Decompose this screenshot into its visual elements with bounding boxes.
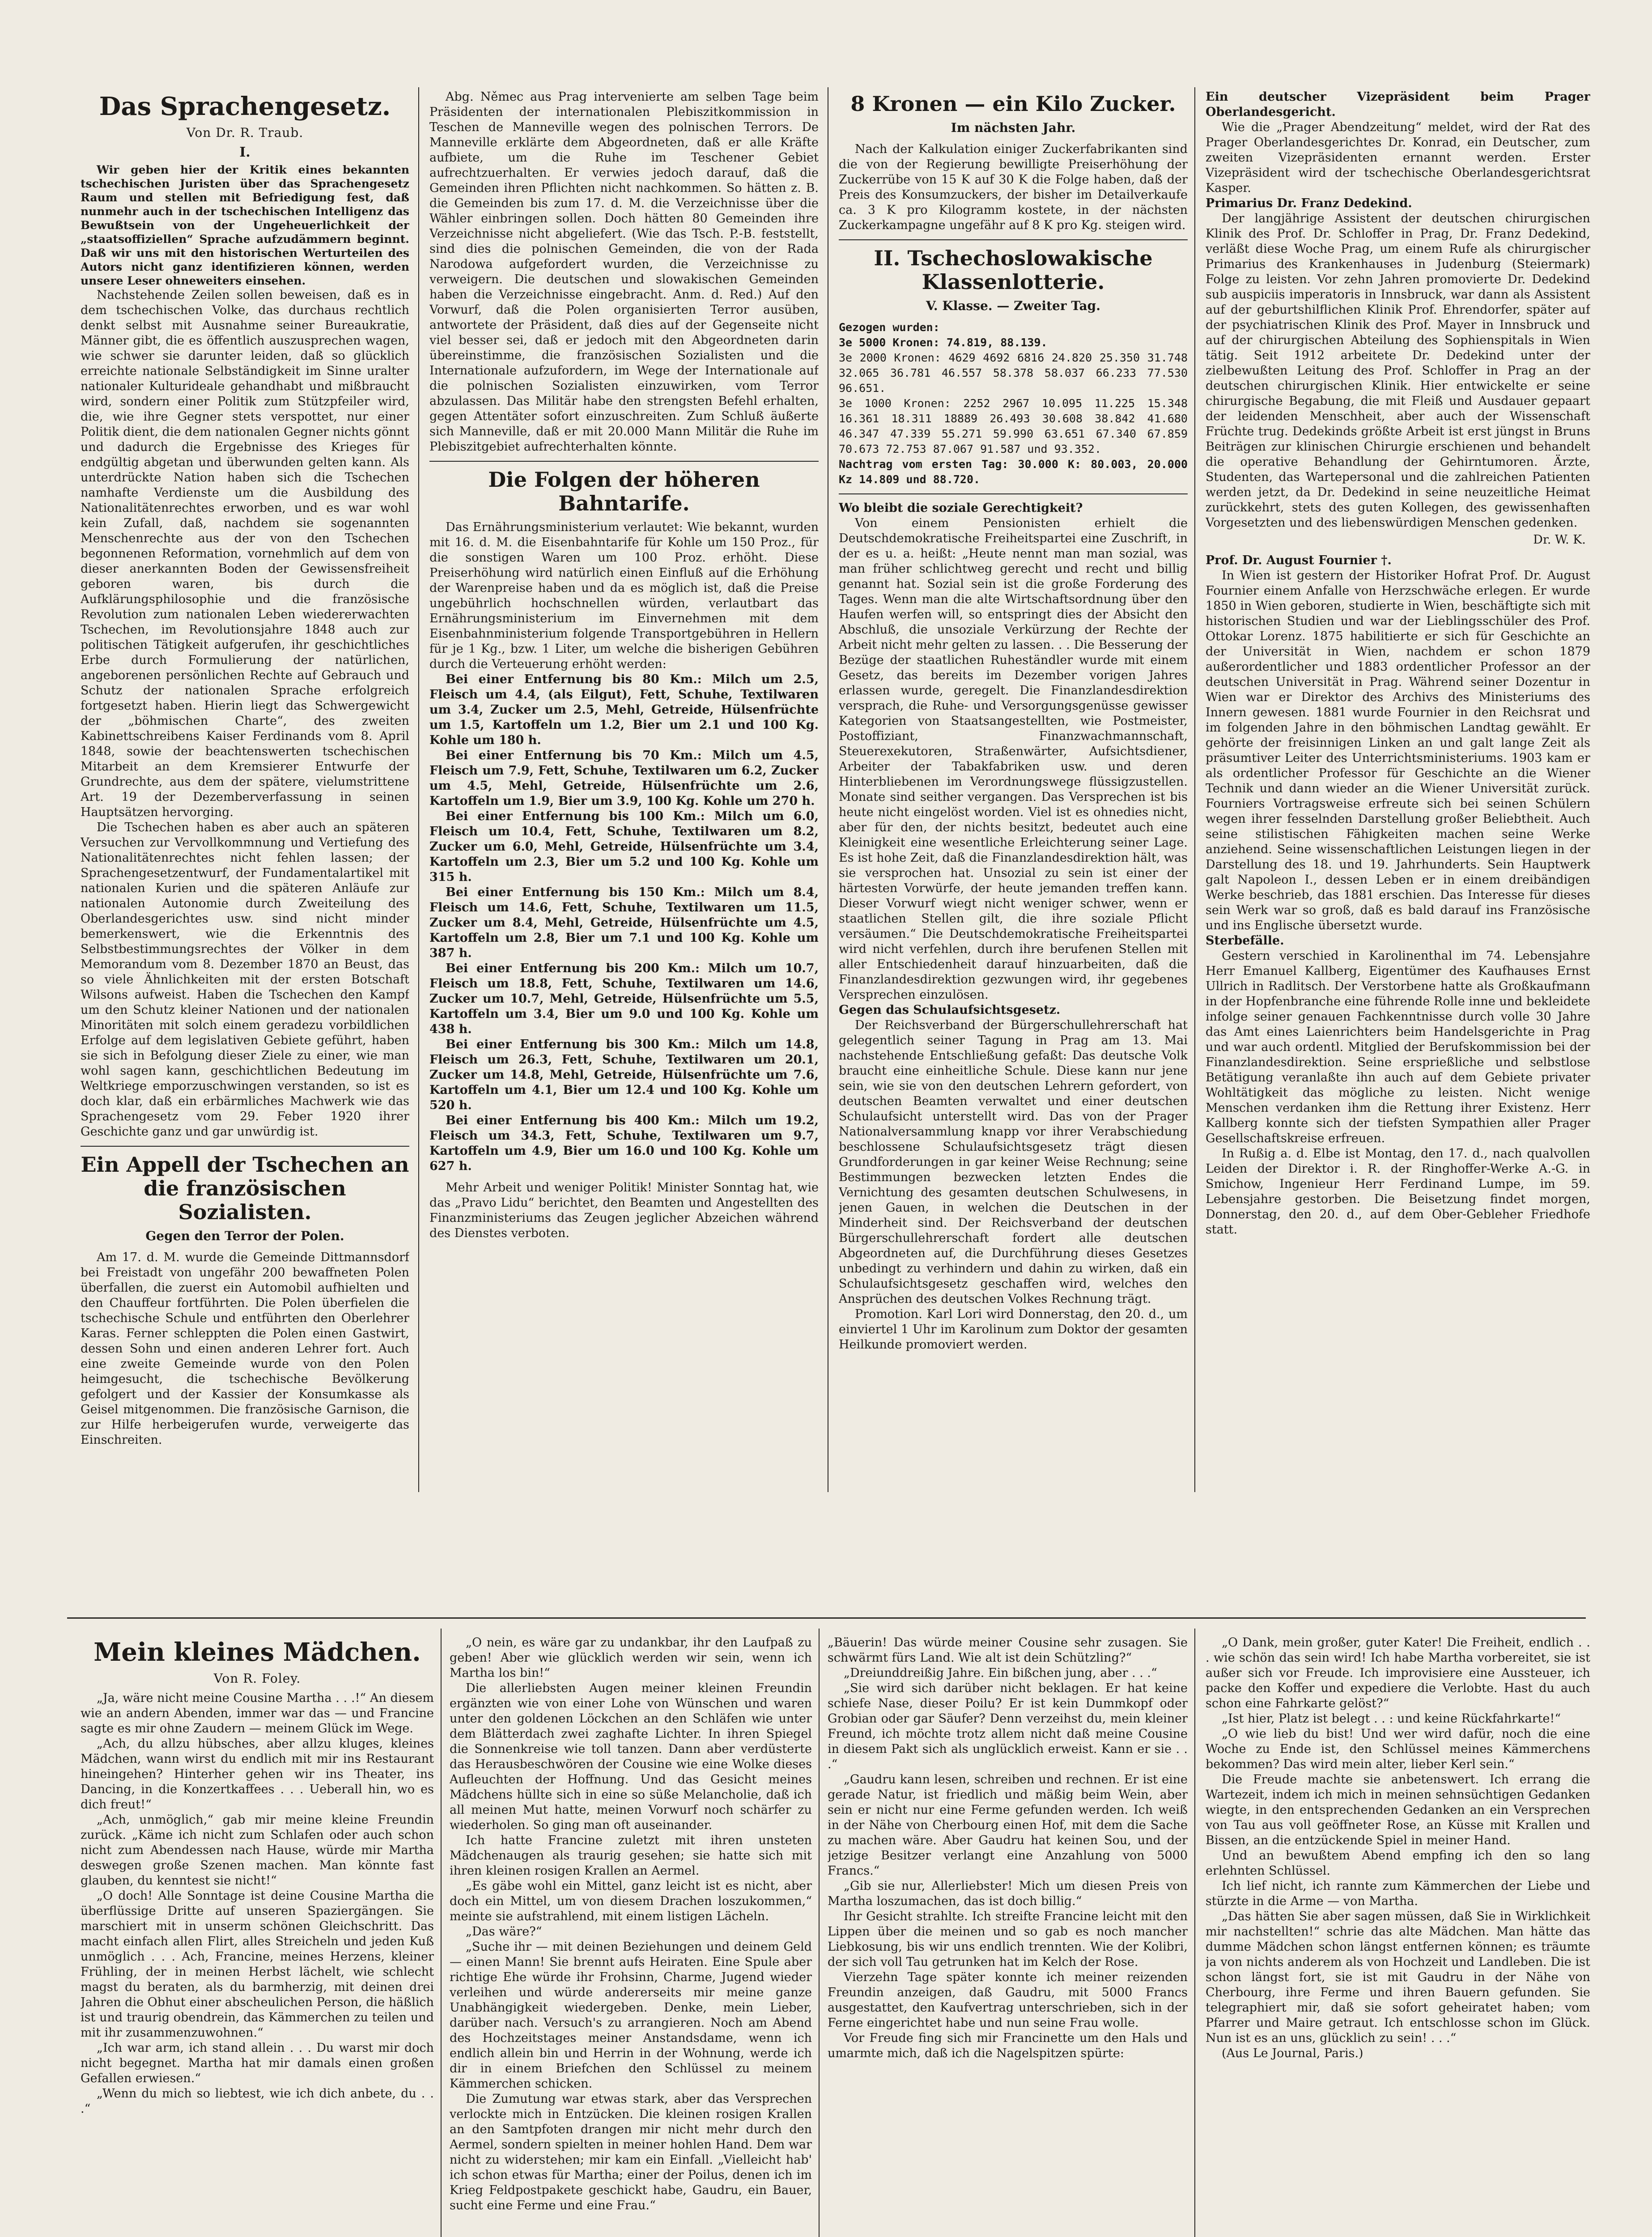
part-number: I. [239, 145, 251, 161]
feuilleton-column-2 [450, 1635, 812, 2237]
paragraph: „O Dank, mein großer, guter Kater! Die Freiheit, endlich . . . wie schön das sein wird! Ich habe Martha vorbereitet, sie ist außer sich vor Freude. Ich improvisiere eine Aussteuer, ich packe den Koffer und expediere die Verlobte. Hast du auch schon eine Fahrkarte gelöst?“ [1206, 1636, 1590, 1710]
paragraph: „O nein, es wäre gar zu undankbar, ihr den Laufpaß zu geben! Aber wie glücklich werden wir sein, wenn ich Martha los bin!“ [450, 1636, 812, 1680]
news-item: Mehr Arbeit und weniger Politik! Minister Sonntag hat, wie das „Pravo Lidu“ berichtet, den Beamten und Angestellten des Finanzministeriums das Zeugen jeglicher Abzeichen während des Dienstes verboten. [429, 1180, 819, 1240]
paragraph: „Es gäbe wohl ein Mittel, ganz leicht ist es nicht, aber doch ein Mittel, um von diesem Drachen loszukommen,“ meinte sie aufstrahlend, mit einem listigen Lächeln. [450, 1879, 812, 1923]
lottery-row: 3e 5000 Kronen: 74.819, 88.139. [839, 336, 1048, 349]
paragraph: „Gib sie nur, Allerliebster! Mich um diesen Preis von Martha loszumachen, das ist doch billig.“ [828, 1879, 1188, 1908]
paragraph: „Sie wird sich darüber nicht beklagen. Er hat keine schiefe Nase, dieser Poilu? Er ist kein Dummkopf oder Grobian oder gar Säufer? Denn verzeihst du, mein kleiner Freund, ich möchte trotz allem nicht daß meine Cousine in diesem Pakt sich als unglücklich erweist. Kann er sie . . .“ [828, 1681, 1188, 1771]
headline-sprachengesetz: Das Sprachengesetz. [99, 92, 391, 121]
paragraph: Nachstehende Zeilen sollen beweisen, daß es in dem tschechischen Volke, das durchaus rechtlich denkt selbst mit Ausnahme seiner Bureaukratie, Männer gibt, die es öffentlich auszusprechen wagen, wie schwer sie darunter leiden, daß so glücklich erreichte nationale Selbständigkeit im Sinne uralter nationaler Kulturideale gehandhabt und mißbraucht wird, sondern einer Politik zum Stützpfeiler wird, die, wie ihre Gegner stets verspottet, nur einer Politik dient, die dem nationalen Gegner nichts gönnt und dadurch die Ergebnisse des Krieges für endgültig abgetan und überwunden gelten kann. Als unterdrückte Nation haben sich die Tschechen namhafte Verdienste um die Ausbildung des Nationalitätenrechtes erworben, und es war wohl kein Zufall, daß, nachdem sie sogenannten Menschenrechte aus der von den Tschechen begonnenen Reformation, vornehmlich auf dem von dieser anerkannten Boden der Gewissensfreiheit geboren waren, bis durch die Aufklärungsphilosophie und die französische Revolution zum nationalen Leben wiedererwachten Tschechen, im Revolutionsjahre 1848 auch zur politischen Tätigkeit aufgerufen, ihr geschichtliches Erbe durch Formulierung der natürlichen, angeborenen persönlichen Rechte auf Gebrauch und Schutz der nationalen Sprache erfolgreich fortgesetzt haben. Hierin liegt das Schwergewicht der „böhmischen Charte“, des zweiten Kabinettschreibens Kaiser Ferdinands vom 8. April 1848, sowie der beachtenswerten tschechischen Mitarbeit an dem Kremsierer Entwurfe der Grundrechte, aus dem der spätere, vielumstrittene Art. 19 der Dezemberverfassung in seinen Hauptsätzen hervorging. [81, 288, 409, 820]
paragraph: „Gaudru kann lesen, schreiben und rechnen. Er ist eine gerade Natur, ist friedlich und mäßig beim Wein, aber sein er nicht nur eine Ferme gefunden werden. Ich weiß in der Nähe von Cherbourg einen Hof, mit dem die Sache zu machen wäre. Aber Gaudru hat keinen Sou, und der jetzige Besitzer verlangt eine Anzahlung von 5000 Francs.“ [828, 1773, 1188, 1878]
paragraph: Die Tschechen haben es aber auch an späteren Versuchen zur Vervollkommnung und Vertiefung des Nationalitätenrechtes nicht fehlen lassen; der Sprachengesetzentwurf, der Fundamentalartikel mit nationalen Kurien und die späteren Anläufe zur nationalen Autonomie durch Zweiteilung des Oberlandesgerichtes usw. sind nicht minder bemerkenswert, wie die Erkenntnis des Selbstbestimmungsrechtes der Völker in dem Memorandum vom 8. Dezember 1870 an Beust, das so viele Ähnlichkeiten mit der ersten Botschaft Wilsons aufweist. Haben die Tschechen den Kampf um den Schutz kleiner Nationen und der nationalen Minoritäten mit solch einem geradezu vorbildlichen Erfolge auf dem legislativen Gebiete geführt, haben sie sich in Befolgung dieser Ziele zu einer, wie man wohl sagen kann, geschichtlichen Bedeutung im Weltkriege emporzuschwingen verstanden, so ist es doch klar, daß ein erbärmliches Machwerk wie das Sprachengesetz vom 29. Feber 1920 ihrer Geschichte ganz und gar unwürdig ist. [81, 821, 409, 1139]
column-rule [1194, 1629, 1195, 2237]
headline-appell: Ein Appell der Tschechen an die französischen Sozialisten. [81, 1153, 409, 1225]
tariff-paragraph: Bei einer Entfernung bis 100 Km.: Milch um 6.0, Fleisch um 10.4, Fett, Schuhe, Textilwaren um 8.2, Zucker um 6.0, Mehl, Getreide, Hülsenfrüchte um 3.4, Kartoffeln um 2.3, Bier um 5.2 und 100 Kg. Kohle um 315 h. [429, 809, 819, 884]
paragraph: „Dreiunddreißig Jahre. Ein bißchen jung, aber . . .“ [844, 1666, 1157, 1680]
paragraph: Das Ernährungsministerium verlautet: Wie bekannt, wurden mit 16. d. M. die Eisenbahntarife für Kohle um 150 Proz., für die sonstigen Waren um 100 Proz. erhöht. Diese Preiserhöhung wird natürlich einen Einfluß auf die Erhöhung der Warenpreise haben und da es möglich ist, daß die Preise ungebührlich hochschnellen würden, verlautbart das Ernährungsministerium im Einvernehmen mit dem Eisenbahnministerium folgende Transportgebühren in Hellern für je 1 Kg., bzw. 1 Liter, um welche die bisherigen Gebühren durch die Verteuerung erhöht werden: [429, 520, 819, 671]
item-title: Prof. Dr. August Fournier †. [1206, 553, 1392, 567]
article-lead: Wir geben hier der Kritik eines bekannten tschechischen Juristen über das Sprachengesetz Raum und stellen mit Befriedigung fest, daß nunmehr auch in der tschechischen Intelligenz das Bewußtsein von der Ungeheuerlichkeit der „staatsoffiziellen“ Sprache aufzudämmern beginnt. Daß wir uns mit den historischen Werturteilen des Autors nicht ganz identifizieren können, werden unsere Leser ohneweiters einsehen. [81, 163, 409, 288]
article-divider [839, 239, 1188, 240]
column-rule [418, 87, 419, 1492]
paragraph: „Suche ihr — mit deinen Beziehungen und deinem Geld — einen Mann! Sie brennt aufs Heiraten. Eine Spule aber richtige Ehe würde ihr Frohsinn, Charme, Jugend wieder verleihen und würde andererseits mir meine ganze Unabhängigkeit wiedergeben. Denke, mein Lieber, darüber nach. Versuch's zu arrangieren. Noch am Abend des Hochzeitstages meiner Anstandsdame, wenn ich endlich allein bin und Herrin in der Wohnung, werde ich dir in einem Briefchen den Schlüssel zu meinem Kämmerchen schicken. [450, 1940, 812, 2091]
paragraph: Der Reichsverband der Bürgerschullehrerschaft hat gelegentlich seiner Tagung in Prag am 13. Mai nachstehende Entschließung gefaßt: Das deutsche Volk braucht eine einheitliche Schule. Diese kann nur jene sein, wie sie von den deutschen Lehrern gefordert, von deutschen Beamten verwaltet und einer deutschen Schulaufsicht unterstellt wird. Das von der Prager Nationalversammlung knapp vor ihrer Verabschiedung beschlossene Schulaufsichtsgesetz trägt diesen Grundforderungen in gar keiner Weise Rechnung; seine Bestimmungen bezwecken letzten Endes die Vernichtung des gesamten deutschen Schulwesens, in jenen Gauen, in welchen die Deutschen in der Minderheit sind. Der Reichsverband der deutschen Bürgerschullehrerschaft fordert alle deutschen Abgeordneten auf, die Durchführung dieses Gesetzes unbedingt zu verhindern und dahin zu wirken, daß ein Schulaufsichtsgesetz geschaffen wird, welches den Ansprüchen des deutschen Volkes Rechnung trägt. [839, 1018, 1188, 1306]
column-4 [1206, 89, 1590, 1615]
headline-lotterie: II. Tschechoslowakische Klassenlotterie. [874, 246, 1153, 294]
paragraph: Gestern verschied in Karolinenthal im 74. Lebensjahre Herr Emanuel Kallberg, Eigentümer des Kaufhauses Ernst Ullrich in Radlitsch. Der Verstorbene hatte als Großkaufmann in der Hopfenbranche eine führende Rolle inne und bekleidete infolge seiner genauen Fachkenntnisse durch volle 30 Jahre das Amt eines Laienrichters beim Handelsgerichte in Prag und war auch ordentl. Mitglied der Berufskommission bei der Finanzlandesdirektion. Seine ersprießliche und selbstlose Betätigung veranlaßte ihn auch auf dem Gebiete privater Wohltätigkeit das mögliche zu leisten. Nicht wenige Menschen verdanken ihm die Rettung ihrer Existenz. Herr Kallberg konnte sich der tiefsten Sympathien aller Prager Gesellschaftskreise erfreuen. [1206, 949, 1590, 1145]
paragraph: Am 17. d. M. wurde die Gemeinde Dittmannsdorf bei Freistadt von ungefähr 200 bewaffneten Polen überfallen, die zuerst ein Automobil aufhielten und den Chauffeur fortführten. Die Polen überfielen die tschechische Schule und entführten den Oberlehrer Karas. Ferner schleppten die Polen einen Gastwirt, dessen Sohn und einen anderen Lehrer fort. Auch eine zweite Gemeinde wurde von den Polen heimgesucht, die tschechische Bevölkerung gefolgert und der Kassier der Konsumkasse als Geisel mitgenommen. Die französische Garnison, die zur Hilfe herbeigerufen wurde, verweigerte das Einschreiten. [81, 1250, 409, 1447]
headline-feuilleton: Mein kleines Mädchen. [93, 1637, 421, 1667]
article-divider [81, 1146, 409, 1147]
item-title: Ein deutscher Vizepräsident beim Prager Oberlandesgericht. [1206, 90, 1590, 119]
tariff-paragraph: Bei einer Entfernung bis 150 Km.: Milch um 8.4, Fleisch um 14.6, Fett, Schuhe, Textilwaren um 11.5, Zucker um 8.4, Mehl, Getreide, Hülsenfrüchte um 4.5, Kartoffeln um 2.8, Bier um 7.1 und 100 Kg. Kohle um 387 h. [429, 885, 819, 960]
lottery-row: 3e 2000 Kronen: 4629 4692 6816 24.820 25.350 31.748 32.065 36.781 46.557 58.378 58.037 66.233 77.530 96.651. [839, 351, 1188, 395]
paragraph: „Das hätten Sie aber sagen müssen, daß Sie in Wirklichkeit mir nachstellten!“ schrie das alte Mädchen. Man hätte das dumme Mädchen schon längst entfernen können; es träumte ja von nichts anderem als von Hochzeit und Landleben. Die ist schon längst fort, sie ist mit Gaudru in der Nähe von Cherbourg, ihre Ferme und ihren Bauern gefunden. Sie telegraphiert mir, daß sie sofort geheiratet haben; vom Pfarrer und Maire getraut. Ich entschlosse schon im Glück. Nun ist es an uns, glücklich zu sein! . . .“ [1206, 1910, 1590, 2045]
headline-zucker: 8 Kronen — ein Kilo Zucker. [850, 92, 1176, 116]
item-title: Sterbefälle. [1206, 934, 1284, 948]
feuilleton-column-1 [81, 1635, 434, 2237]
paragraph: Vierzehn Tage später konnte ich meiner reizenden Freundin anzeigen, daß Gaudru, mit 5000 Francs ausgestattet, den Kaufvertrag unterschrieben, sich in der Ferne eingerichtet habe und nun seine Frau wolle. [828, 1970, 1188, 2030]
feuilleton-column-3 [828, 1635, 1188, 2237]
column-3 [839, 89, 1188, 1615]
paragraph: Wie die „Prager Abendzeitung“ meldet, wird der Rat des Prager Oberlandesgerichtes Dr. Konrad, ein Deutscher, zum zweiten Vizepräsidenten ernannt werden. Erster Vizepräsident wird der tschechische Oberlandesgerichtsrat Kasper. [1206, 120, 1590, 195]
paragraph: „Das wäre?“ [466, 1925, 542, 1939]
paragraph: Die Freude machte sie anbetenswert. Ich errang die Wartezeit, indem ich mich in meinen sehnsüchtigen Gedanken wiegte, in den entsprechenden Gedanken an ein Versprechen von Tau aus voll geöffneter Rose, an Küsse mit Krallen und Bissen, an die entzückende Spiel in meiner Hand. [1206, 1773, 1590, 1847]
article-divider [839, 493, 1188, 494]
lottery-row: 3e 1000 Kronen: 2252 2967 10.095 11.225 15.348 16.361 18.311 18889 26.493 30.608 38.842 41.680 46.347 47.339 55.271 59.990 63.651 67.340 67.859 70.673 72.753 87.067 91.587 und 93.352. [839, 396, 1188, 455]
tariff-paragraph: Bei einer Entfernung bis 300 Km.: Milch um 14.8, Fleisch um 26.3, Fett, Schuhe, Textilwaren um 20.1, Zucker um 14.8, Mehl, Getreide, Hülsenfrüchte um 7.6, Kartoffeln um 4.1, Bier um 12.4 und 100 Kg. Kohle um 520 h. [429, 1037, 819, 1112]
paragraph: Von einem Pensionisten erhielt die Deutschdemokratische Freiheitspartei eine Zuschrift, in der es u. a. heißt: „Heute nennt man man sozial, was man früher schlichtweg gerecht und recht und billig genannt hat. Sozial sein ist die große Forderung des Tages. Wenn man die alte Wirtschaftsordnung über den Haufen werfen will, so entspringt dies der Absicht den Abschluß, die unsoziale Verkürzung der Rechte der Arbeit nicht mehr gelten zu lassen. . . Die Besserung der Bezüge der staatlichen Ruheständler wurde mit einem Gesetz, das bereits im Dezember vorigen Jahres erlassen wurde, geregelt. Die Finanzlandesdirektion versprach, die Ruhe- und Versorgungsgenüsse gewisser Kategorien von Staatsangestellten, wie Postmeister, Postoffiziant, Finanzwachmannschaft, Steuerexekutoren, Straßenwärter, Aufsichtsdiener, Arbeiter der Tabakfabriken usw. und deren Hinterbliebenen im Verordnungswege flüssigzustellen. Monate sind seither vergangen. Das Versprechen ist bis heute nicht eingelöst worden. Viel ist es ohnedies nicht, aber für den, der nichts besitzt, bedeutet auch eine Kleinigkeit eine wesentliche Erleichterung seiner Lage. Es ist hohe Zeit, daß die Finanzlandesdirektion hält, was sie versprochen hat. Unsozial zu sein ist einer der härtesten Vorwürfe, der heute jemanden treffen kann. Dieser Vorwurf wiegt nicht weniger schwer, wenn er staatlichen Stellen gilt, die ihre soziale Pflicht versäumen.“ Die Deutschdemokratische Freiheitspartei wird nicht verfehlen, durch ihre berufenen Stellen mit aller Entschiedenheit darauf hinzuarbeiten, daß die Finanzlandesdirektion gezwungen wird, ihr gegebenes Versprechen einzulösen. [839, 516, 1188, 1002]
paragraph: Ich lief nicht, ich rannte zum Kämmerchen der Liebe und stürzte in die Arme — von Martha. [1206, 1879, 1590, 1908]
paragraph: „O wie lieb du bist! Und wer wird dafür, noch die eine Woche zu Ende ist, den Schlüssel meines Kämmerchens bekommen? Das wird mein alter, lieber Kerl sein.“ [1206, 1727, 1590, 1771]
paragraph: „Ich war arm, ich stand allein . . . Du warst mir doch nicht begegnet. Martha hat mir damals einen großen Gefallen erwiesen.“ [81, 2041, 434, 2086]
paragraph: Abg. Němec aus Prag intervenierte am selben Tage beim Präsidenten der internationalen Plebiszitkommission in Teschen de Manneville wegen des polnischen Terrors. De Manneville erklärte dem Abgeordneten, daß er alle Kräfte aufbiete, um die Ruhe im Teschener Gebiet aufrechtzuerhalten. Er verwies jedoch darauf, daß die Gemeinden ihren Pflichten nicht nachkommen. So hätten z. B. die Gemeinden bis zum 17. d. M. die Verzeichnisse über die Wähler einbringen sollen. Doch hätten 80 Gemeinden ihre Verzeichnisse nicht abgeliefert. (Wie das Tsch. P.-B. feststellt, sind dies die polnischen Gemeinden, die von der Rada Narodowa aufgefordert wurden, die Verzeichnisse zu verweigern. Die deutschen und slowakischen Gemeinden haben die Verzeichnisse eingebracht. Anm. d. Red.) Auf den Vorwurf, daß die Polen organisierten Terror ausüben, antwortete der Präsident, daß dies auf der Gegenseite nicht viel besser sei, daß er jedoch mit den Abgeordneten darin übereinstimme, die französischen Sozialisten und die Internationale aufzufordern, im Wege der Internationale auf die polnischen Sozialisten einzuwirken, vom Terror abzulassen. Das Militär habe den strengsten Befehl erhalten, gegen Attentäter sofort einzuschreiten. Zum Schluß äußerte sich Manneville, daß er mit 20.000 Mann Militär die Ruhe im Plebiszitgebiet aufrechterhalten könnte. [429, 90, 819, 454]
tariff-paragraph: Bei einer Entfernung bis 80 Km.: Milch um 2.5, Fleisch um 4.4, (als Eilgut), Fett, Schuhe, Textilwaren um 3.4, Zucker um 2.5, Mehl, Getreide, Hülsenfrüchte um 1.5, Kartoffeln um 1.2, Bier um 2.1 und 100 Kg. Kohle um 180 h. [429, 672, 819, 747]
paragraph: „Ja, wäre nicht meine Cousine Martha . . .!“ An diesem wie an andern Abenden, immer war das — und Francine sagte es mir ohne Zaudern — meinem Glück im Wege. [81, 1691, 434, 1736]
paragraph: Die allerliebsten Augen meiner kleinen Freundin ergänzten wie von einer Lohe von Wünschen und waren unter den goldenen Löckchen an den Schläfen wie unter dem Blätterdach zwei zaghafte Lichter. In ihren Spiegel die Sonnenkreise wie toll tanzen. Dann aber verdüsterte das Herausbeschwören der Cousine wie eine Wolke dieses Aufleuchten der Hoffnung. Und das Gesicht meines Mädchens hüllte sich in eine so süße Melancholie, daß ich all meinen Mut hatte, meinen Vorwurf noch schärfer zu wiederholen. So ging man oft auseinander. [450, 1681, 812, 1832]
column-rule [819, 1629, 820, 2237]
column-rule [1194, 87, 1195, 1492]
paragraph: (Aus Le Journal, Paris.) [1222, 2046, 1363, 2060]
paragraph: „Ach, du allzu hübsches, aber allzu kluges, kleines Mädchen, wann wirst du endlich mit mir ins Restaurant hineingehen? Hinterher gehen wir ins Theater, ins Dancing, in die Konzertkaffees . . . Ueberall hin, wo es dich freut!“ [81, 1737, 434, 1812]
paragraph: Vor Freude fing sich mir Francinette um den Hals und umarmte mich, daß ich die Nagelspitzen spürte: [828, 2031, 1188, 2060]
subheadline: Gegen den Terror der Polen. [145, 1229, 344, 1244]
tariff-paragraph: Bei einer Entfernung bis 70 Km.: Milch um 4.5, Fleisch um 7.9, Fett, Schuhe, Textilwaren um 6.2, Zucker um 4.5, Mehl, Getreide, Hülsenfrüchte um 2.6, Kartoffeln um 1.9, Bier um 3.9, 100 Kg. Kohle um 270 h. [429, 748, 819, 808]
paragraph: Nach der Kalkulation einiger Zuckerfabrikanten sind die von der Regierung bewilligte Preiserhöhung der Zuckerrübe von 15 K auf 30 K die Folge haben, daß der Preis des Konsumzuckers, der bisher im Detailverkaufe ca. 3 K pro Kilogramm kostete, in der nächsten Zuckerkampagne ungefähr auf 8 K pro Kg. steigen wird. [839, 142, 1188, 232]
paragraph: „Ist hier, Platz ist belegt . . : und keine Rückfahrkarte!“ [1222, 1712, 1561, 1726]
paragraph: „Bäuerin! Das würde meiner Cousine sehr zusagen. Sie schwärmt fürs Land. Wie alt ist dein Schützling?“ [828, 1636, 1188, 1665]
item-title: Primarius Dr. Franz Dedekind. [1206, 196, 1412, 210]
news-item: Promotion. Karl Lori wird Donnerstag, den 20. d., um einviertel 1 Uhr im Karolinum zum Doktor der gesamten Heilkunde promoviert werden. [839, 1307, 1188, 1352]
article-divider [429, 461, 819, 462]
paragraph: „O doch! Alle Sonntage ist deine Cousine Martha die überflüssige Dritte auf unseren Spaziergängen. Sie marschiert mit in unserm schönen Gleichschritt. Das macht einfach allen Flirt, alles Streicheln und jeden Kuß unmöglich . . . Ach, Francine, meines Herzens, kleiner Frühling, der in meinen Herbst lächelt, wie schlecht magst du beraten, als du barmherzig, mit deinen drei Jahren die Obhut einer abscheulichen Person, die häßlich ist und traurig obendrein, das Kämmerchen zu teilen und mit ihr zusammenzuwohnen.“ [81, 1889, 434, 2040]
paragraph: In Wien ist gestern der Historiker Hofrat Prof. Dr. August Fournier einem Anfalle von Herzschwäche erlegen. Er wurde 1850 in Wien geboren, studierte in Wien, beschäftigte sich mit historischen Studien und war der Lieblingsschüler des Prof. Ottokar Lorenz. 1875 habilitierte er sich für Geschichte an der Universität in Wien, nachdem er schon 1879 außerordentlicher und 1883 ordentlicher Professor an der deutschen Universität in Prag. Während seiner Dozentur in Wien war er Direktor des Archivs des Ministeriums des Innern gewesen. 1881 wurde Fournier in den Reichsrat und im folgenden Jahre in den böhmischen Landtag gewählt. Er gehörte der freisinnigen Linken an und galt lange Zeit als präsumtiver Leiter des Unterrichtsministeriums. 1903 kam er als ordentlicher Professor für Geschichte an die Wiener Technik und dann wieder an die Wiener Universität zurück. Fourniers Vortragsweise erfreute sich bei seinen Schülern wegen ihrer fesselnden Darstellung großer Beliebtheit. Auch seine stilistischen Fähigkeiten machen seine Werke anziehend. Seine wissenschaftlichen Leistungen liegen in der Darstellung des 18. und 19. Jahrhunderts. Sein Hauptwerk galt Napoleon I., dessen Leben er in einem dreibändigen Werke beschrieb, das 1881 erschien. Das Interesse für dieses sein Werk war so groß, daß es bald darauf ins Französische und ins Englische übersetzt wurde. [1206, 569, 1590, 932]
feuilleton-column-4 [1206, 1635, 1590, 2237]
paragraph: Der langjährige Assistent der deutschen chirurgischen Klinik des Prof. Dr. Schloffer in Prag, Dr. Franz Dedekind, verläßt diese Woche Prag, um einem Rufe als chirurgischer Primarius des Krankenhauses in Judenburg (Steiermark) Folge zu leisten. Vor zehn Jahren promovierte Dr. Dedekind sub auspiciis imperatoris in Innsbruck, war dann als Assistent auf der geburtshilflichen Klinik Prof. Ehrendorfer, später auf der psychiatrischen Klinik des Prof. Mayer in Innsbruck und auf der chirurgischen Abteilung des Sophienspitals in Wien tätig. Seit 1912 arbeitete Dr. Dedekind unter der zielbewußten Leitung des Prof. Schloffer in Prag an der deutschen chirurgischen Klinik. Hier entwickelte er seine chirurgische Begabung, die mit Fleiß und Ausdauer gepaart der leidenden Menschheit, aber auch der Wissenschaft Früchte trug. Dedekinds größte Arbeit ist erst jüngst in Bruns Beiträgen zur klinischen Chirurgie erschienen und behandelt die operative Behandlung der Gehirntumoren. Ärzte, Studenten, das Wartepersonal und die zahlreichen Patienten werden jetzt, da Dr. Dedekind in seine neuzeitliche Heimat zurückkehrt, stets des guten Kollegen, des gewissenhaften Vorgesetzten und des liebenswürdigen Menschen gedenken. [1206, 212, 1590, 530]
paragraph: Ihr Gesicht strahlte. Ich streifte Francine leicht mit den Lippen über die meinen und so gab es noch mancher Liebkosung, bis wir uns endlich trennten. Wie der Kolibri, der sich voll Tau getrunken hat im Kelch der Rose. [828, 1910, 1188, 1969]
paragraph: Ich hatte Francine zuletzt mit ihren unsteten Mädchenaugen als traurig gesehen; sie hatte sich mit ihren kleinen rosigen Krallen an Aermel. [450, 1833, 812, 1878]
tariff-paragraph: Bei einer Entfernung bis 200 Km.: Milch um 10.7, Fleisch um 18.8, Fett, Schuhe, Textilwaren um 14.6, Zucker um 10.7, Mehl, Getreide, Hülsenfrüchte um 5.5, Kartoffeln um 3.4, Bier um 9.0 und 100 Kg. Kohle um 438 h. [429, 961, 819, 1036]
paragraph: „Ach, unmöglich,“ gab mir meine kleine Freundin zurück. „Käme ich nicht zum Schlafen oder auch schon nicht zum Abendessen nach Hause, würde mir Martha deswegen große Szenen machen. Man könnte fast glauben, du kenntest sie nicht!“ [81, 1813, 434, 1888]
paragraph: „Wenn du mich so liebtest, wie ich dich anbete, du . . .“ [81, 2087, 434, 2116]
item-title: Gegen das Schulaufsichtsgesetz. [839, 1003, 1061, 1017]
column-2 [429, 89, 819, 1615]
subheadline: Im nächsten Jahr. [951, 120, 1076, 135]
lottery-label: Gezogen wurden: [839, 320, 940, 334]
column-1 [81, 89, 409, 1615]
feuilleton-rule [67, 1617, 1586, 1619]
column-rule [441, 1629, 442, 2237]
item-title: Wo bleibt die soziale Gerechtigkeit? [839, 501, 1083, 515]
headline-bahntarife: Die Folgen der höheren Bahntarife. [488, 468, 760, 515]
paragraph: Die Zumutung war etwas stark, aber das Versprechen verlockte mich in Entzücken. Die kleinen rosigen Krallen an den Samtpfoten drangen mir nicht mehr durch den Aermel, sondern spielten in meiner hohlen Hand. Dem war nicht zu widerstehen; mir kam ein Einfall. „Vielleicht hab' ich schon etwas für Martha; einer der Poilus, denen ich im Krieg Feldpostpakete geschickt habe, Gaudru, ein Bauer, sucht eine Ferme und eine Frau.“ [450, 2092, 812, 2212]
paragraph: In Rußig a. d. Elbe ist Montag, den 17. d., nach qualvollen Leiden der Direktor i. R. der Ringhoffer-Werke A.-G. in Smichow, Ingenieur Herr Ferdinand Lumpe, im 59. Lebensjahre gestorben. Die Beisetzung findet morgen, Donnerstag, den 20. d., auf dem Ober-Gebleher Friedhofe statt. [1206, 1147, 1590, 1237]
signature: Dr. W. K. [1533, 533, 1586, 547]
lottery-results [839, 320, 1188, 487]
tariff-paragraph: Bei einer Entfernung bis 400 Km.: Milch um 19.2, Fleisch um 34.3, Fett, Schuhe, Textilwaren um 9.7, Kartoffeln um 4.9, Bier um 16.0 und 100 Kg. Kohle um 627 h. [429, 1113, 819, 1173]
byline: Von Dr. R. Traub. [186, 125, 304, 140]
paragraph: Und an bewußtem Abend empfing ich den so lang erlehnten Schlüssel. [1206, 1849, 1590, 1878]
lottery-row: Nachtrag vom ersten Tag: 30.000 K: 80.003, 20.000 Kz 14.809 und 88.720. [839, 457, 1188, 486]
subheadline: V. Klasse. — Zweiter Tag. [926, 298, 1100, 313]
byline: Von R. Foley. [213, 1671, 301, 1686]
